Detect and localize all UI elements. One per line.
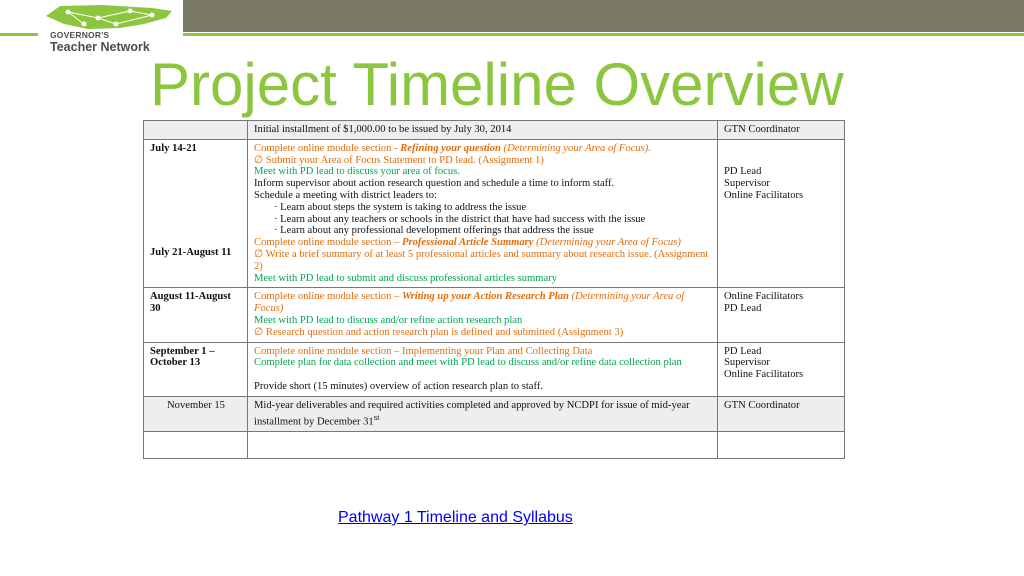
nc-map-network-icon: [40, 2, 180, 32]
owner-item: PD Lead: [724, 303, 762, 315]
date-cell: [144, 139, 248, 288]
task-line: Complete online module section - Refining your question (Determining your Area of Focus).: [254, 142, 651, 154]
owner-cell: [718, 288, 845, 342]
bullet-item: · Learn about steps the system is taking to address the issue: [274, 201, 527, 213]
owner-item: Supervisor: [724, 357, 770, 369]
table-row: [144, 288, 845, 342]
date-cell: [144, 121, 248, 140]
task-line: Inform supervisor about action research question and schedule a time to inform staff.: [254, 178, 615, 190]
task-line: Complete online module section – Implementing your Plan and Collecting Data: [254, 345, 593, 357]
owner-item: PD Lead: [724, 345, 762, 357]
owner-item: Online Facilitators: [724, 189, 804, 201]
task-cell: Initial installment of $1,000.00 to be issued by July 30, 2014: [248, 121, 718, 140]
date-label: July 21-August 11: [150, 246, 232, 258]
date-cell: November 15: [144, 396, 248, 431]
table-row: [144, 121, 845, 140]
task-line: ∅ Submit your Area of Focus Statement to PD lead. (Assignment 1): [254, 154, 544, 166]
page-title: Project Timeline Overview: [150, 51, 844, 118]
task-line: ∅ Research question and action research plan is defined and submitted (Assignment 3): [254, 326, 624, 338]
owner-cell: [718, 342, 845, 396]
owner-item: PD Lead: [724, 166, 762, 178]
task-line: Complete online module section – Professional Article Summary (Determining your Area of Focus): [254, 237, 681, 249]
task-line: ∅ Write a brief summary of at least 5 professional articles and summary about research issue. (Assignment 2): [254, 248, 709, 272]
owner-cell: [718, 139, 845, 288]
table-row: [144, 431, 845, 458]
task-cell: [248, 139, 718, 288]
owner-item: Online Facilitators: [724, 369, 804, 381]
task-line: Meet with PD lead to discuss and/or refine action research plan: [254, 314, 523, 326]
date-cell: September 1 – October 13: [144, 342, 248, 396]
task-line: Complete plan for data collection and meet with PD lead to discuss and/or refine data collection plan: [254, 357, 682, 369]
date-cell: August 11-August 30: [144, 288, 248, 342]
task-line: Meet with PD lead to submit and discuss professional articles summary: [254, 272, 558, 284]
task-line: Provide short (15 minutes) overview of action research plan to staff.: [254, 380, 543, 392]
syllabus-link[interactable]: Pathway 1 Timeline and Syllabus: [338, 509, 573, 526]
date-label: July 14-21: [150, 142, 197, 154]
org-name-line1: GOVERNOR'S: [50, 30, 110, 40]
task-line: Meet with PD lead to discuss your area of focus.: [254, 166, 460, 178]
task-line: Schedule a meeting with district leaders to:: [254, 189, 437, 201]
task-cell: Mid-year deliverables and required activities completed and approved by NCDPI for issue of mid-year installment by December 31st: [248, 396, 718, 431]
logo: [38, 2, 183, 54]
owner-item: Supervisor: [724, 178, 770, 190]
table-row: [144, 139, 845, 288]
task-line: Complete online module section – Writing up your Action Research Plan (Determining your Area of Focus): [254, 291, 685, 315]
timeline-table-container: [143, 120, 845, 494]
owner-item: Online Facilitators: [724, 291, 804, 303]
org-name-line2: Teacher Network: [50, 40, 150, 54]
owner-cell: GTN Coordinator: [718, 396, 845, 431]
header-bar: [183, 0, 1024, 32]
bullet-item: · Learn about any teachers or schools in the district that have had success with the issue: [274, 213, 646, 225]
bullet-item: · Learn about any professional development offerings that address the issue: [274, 225, 594, 237]
table-row: [144, 342, 845, 396]
owner-cell: GTN Coordinator: [718, 121, 845, 140]
task-cell: [248, 288, 718, 342]
timeline-table: [143, 120, 845, 459]
task-cell: [248, 342, 718, 396]
table-row: [144, 396, 845, 431]
